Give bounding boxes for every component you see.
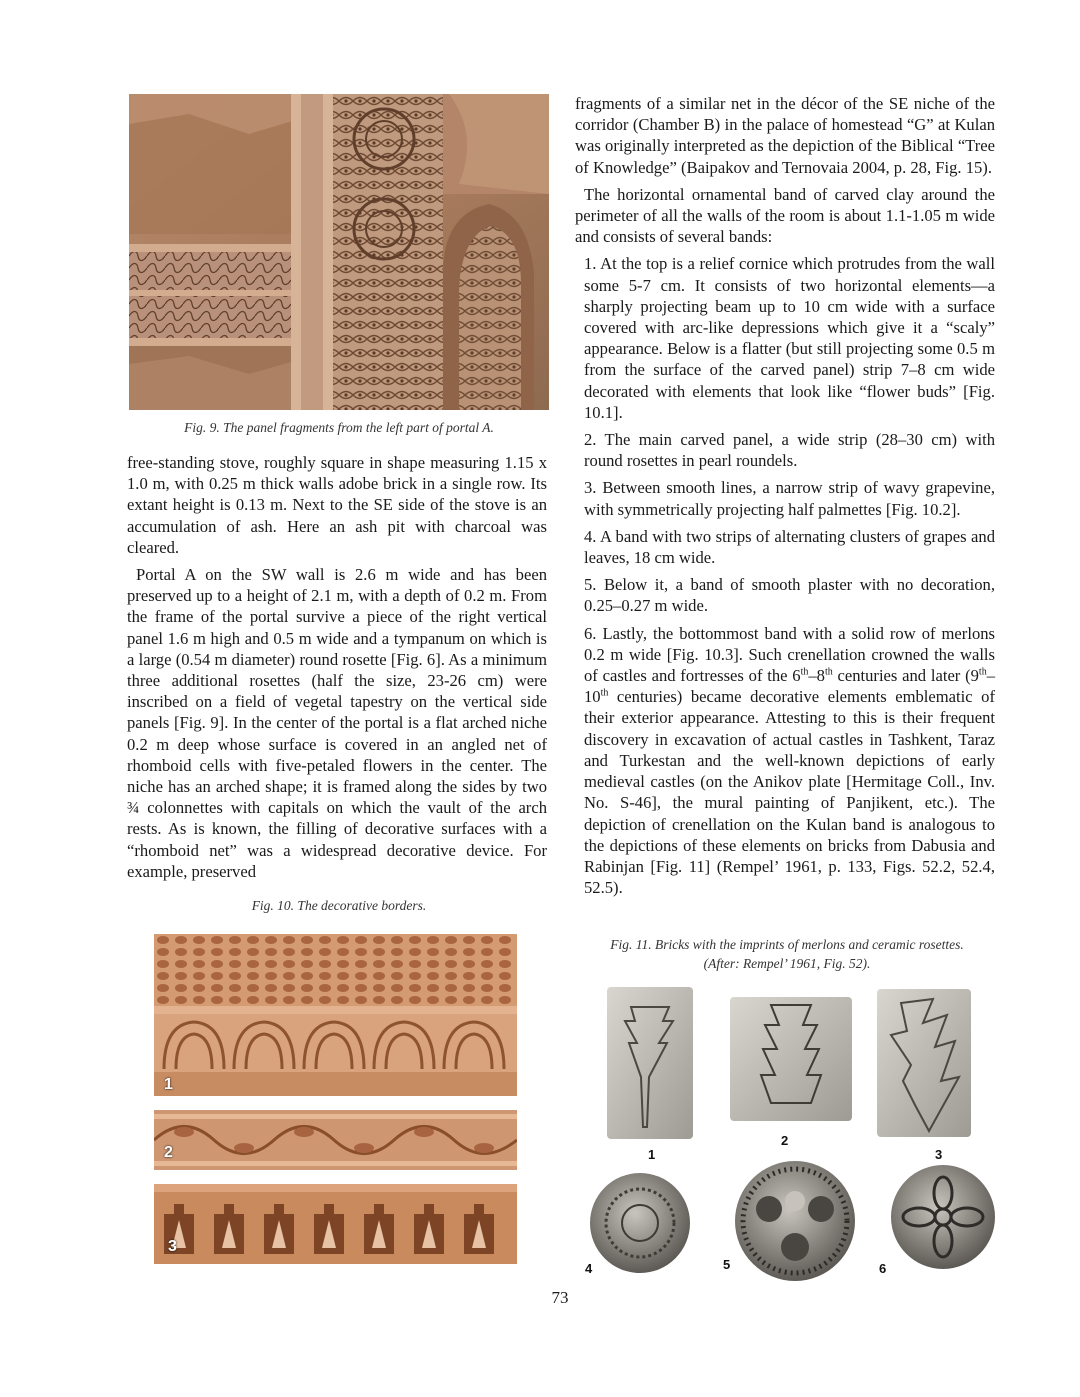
band-item-2: 2. The main carved panel, a wide strip (28–30 cm) with round rosettes in pearl roundels. [584,430,995,471]
bricks-rosettes-image [585,985,995,1285]
right-column [575,93,995,904]
left-paragraph-2: Portal A on the SW wall is 2.6 m wide and has been preserved up to a height of 2.1 m, with a depth of 0.2 m. From the frame of the portal survive a piece of the right vertical panel 1.6 m high and 0.5 m wide and a tympanum on which is a large (0.54 m diameter) round rosette [Fig. 6]. As a minimum three additional rosettes (half the size, 23-26 cm) were inscribed on a field of vegetal tapestry on the vertical side panels [Fig. 9]. In the center of the portal is a flat arched niche 0.2 m deep whose surface is covered in an angled net of rhomboid cells with five-petaled flowers in the center. The niche has an arched shape; it is framed along the sides by two ¾ colonnettes with capitals on which the vault of the arch rests. As is known, the filling of decorative surfaces with a “rhomboid net” was a widespread decorative device. For example, preserved [127,565,547,881]
fig11-caption-line2: (After: Rempel’ 1961, Fig. 52). [703,956,871,971]
fig9-caption: Fig. 9. The panel fragments from the left part of portal A. [184,420,494,435]
border-1-image [154,934,517,1096]
band-item-1: 1. At the top is a relief cornice which protrudes from the wall some 5-7 cm. It consists of two horizontal elements—a sharply projecting beam up to 10 cm wide with a surface covered with arc-like depressions which give it a “scaly” appearance. Below is a flatter (but still projecting some 0.5 m from the surface of the carved panel) strip 7–8 cm wide decorated with elements that look like “flower buds” [Fig. 10.1]. [584,254,995,422]
fig10-border-1 [154,934,517,1096]
fig10-label-2: 2 [164,1144,173,1161]
fig10-label-1: 1 [164,1076,173,1093]
page-number: 73 [551,1288,569,1307]
right-paragraph-2: The horizontal ornamental band of carved clay around the perimeter of all the walls of the room is about 1.1-1.05 m wide and consists of several bands: [575,184,995,247]
fig10-label-3: 3 [168,1238,177,1255]
left-column [127,452,547,888]
fig10-caption: Fig. 10. The decorative borders. [251,898,427,913]
fig11-label-2: 2 [781,1133,789,1148]
fig11-caption [572,935,1002,973]
fig11-label-1: 1 [648,1147,656,1162]
fig11-label-3: 3 [935,1147,943,1162]
fig11-figure [585,985,995,1285]
band-item-6: 6. Lastly, the bottommost band with a solid row of merlons 0.2 m wide [Fig. 10.3]. Such crenellation crowned the walls of castles and fortresses of the 6th–8th centuries and later (9th–10th centuries) became decorative elements emblematic of their exterior appearance. Attesting to this is their frequent discovery in excavation of actual castles in Tashkent, Taraz and Turkestan and the well-known depictions of early medieval castles (on the Anikov plate [Hermitage Coll., Inv. No. S-46], the mural painting of Panjikent, etc.). The depiction of crenellation on the Kulan band is analogous to the depictions of these elements on bricks from Dabusia and Rabinjan [Fig. 11] (Rempel’ 1961, p. 133, Figs. 52.2, 52.4, 52.5). [584,623,995,898]
band-item-5: 5. Below it, a band of smooth plaster with no decoration, 0.25–0.27 m wide. [584,575,995,616]
right-paragraph-1: fragments of a similar net in the décor of the SE niche of the corridor (Chamber B) in the palace of homestead “G” at Kulan was originally interpreted as the depiction of the Biblical “Tree of Knowledge” (Baipakov and Ternovaia 2004, p. 28, Fig. 15). [575,94,995,177]
fig9-photo [129,94,549,410]
band-item-3: 3. Between smooth lines, a narrow strip of wavy grapevine, with symmetrically projecting half palmettes [Fig. 10.2]. [584,478,995,519]
carved-panel-image [129,94,549,410]
fig11-label-4: 4 [585,1261,593,1276]
band-item-4: 4. A band with two strips of alternating clusters of grapes and leaves, 18 cm wide. [584,526,995,568]
border-3-image [154,1184,517,1264]
fig11-label-5: 5 [723,1257,731,1272]
left-paragraph-1: free-standing stove, roughly square in shape measuring 1.15 x 1.0 m, with 0.25 m thick walls adobe brick in a single row. Its extant height is 0.13 m. Next to the SE side of the stove is an accumulation of ash. Here an ash pit with charcoal was cleared. [127,453,547,557]
fig11-label-6: 6 [879,1261,887,1276]
fig10-border-2 [154,1110,517,1170]
fig10-border-3 [154,1184,517,1264]
border-2-image [154,1110,517,1170]
fig11-caption-line1: Fig. 11. Bricks with the imprints of merlons and ceramic rosettes. [610,937,964,952]
bands-list [575,253,995,898]
